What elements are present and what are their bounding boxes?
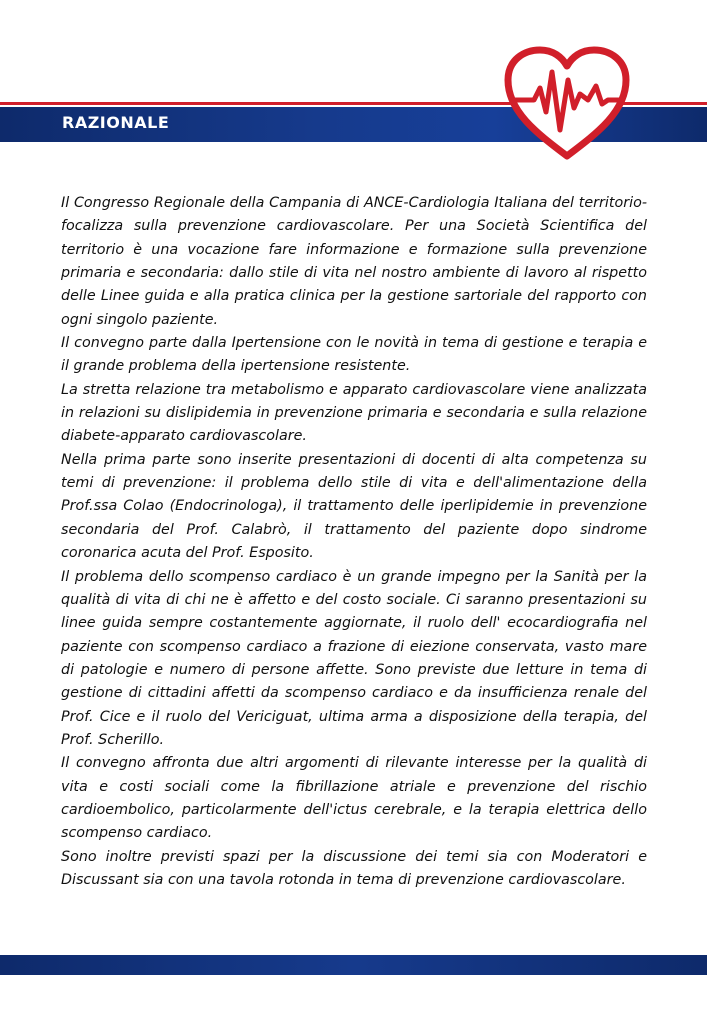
rationale-text (61, 192, 647, 892)
paragraph: La stretta relazione tra metabolismo e apparato cardiovascolare viene analizzata in relazioni su dislipidemia in prevenzione primaria e secondaria e sulla relazione diabete-apparato cardiovascolare. (61, 381, 647, 445)
paragraph: Nella prima parte sono inserite presentazioni di docenti di alta competenza su temi di prevenzione: il problema dello stile di vita e dell'alimentazione della Prof.ssa Colao (Endocrinologa), il trattamento delle iperlipidemie in prevenzione secondaria del Prof. Calabrò, il trattamento del paziente dopo sindrome coronarica acuta del Prof. Esposito. (61, 451, 647, 562)
paragraph: Il Congresso Regionale della Campania di ANCE-Cardiologia Italiana del territorio-focalizza sulla prevenzione cardiovascolare. Per una Società Scientifica del territorio è una vocazione fare informazione e formazione sulla prevenzione primaria e secondaria: dallo stile di vita nel nostro ambiente di lavoro al rispetto delle Linee guida e alla pratica clinica per la gestione sartoriale del rapporto con ogni singolo paziente. (61, 195, 647, 328)
paragraph: Il convegno affronta due altri argomenti di rilevante interesse per la qualità di vita e costi sociali come la fibrillazione atriale e prevenzione del rischio cardioembolico, particolarmente dell'ictus cerebrale, e la terapia elettrica dello scompenso cardiaco. (61, 755, 647, 842)
paragraph: Il problema dello scompenso cardiaco è un grande impegno per la Sanità per la qualità di vita di chi ne è affetto e del costo sociale. Ci saranno presentazioni su linee guida sempre costantemente aggiornate, il ruolo dell' ecocardiografia nel paziente con scompenso cardiaco a frazione di eiezione conservata, vasto mare di patologie e numero di persone affette. Sono previste due letture in tema di gestione di cittadini affetti da scompenso cardiaco e da insufficienza renale del Prof. Cice e il ruolo del Vericiguat, ultima arma a disposizione della terapia, del Prof. Scherillo. (61, 568, 647, 748)
paragraph: Sono inoltre previsti spazi per la discussione dei temi sia con Moderatori e Discussant sia con una tavola rotonda in tema di prevenzione cardiovascolare. (61, 848, 647, 888)
footer-blue-bar (0, 955, 707, 975)
paragraph: Il convegno parte dalla Ipertensione con le novità in tema di gestione e terapia e il grande problema della ipertensione resistente. (61, 335, 647, 375)
heart-ecg-icon (500, 42, 635, 164)
section-title: RAZIONALE (62, 113, 170, 132)
